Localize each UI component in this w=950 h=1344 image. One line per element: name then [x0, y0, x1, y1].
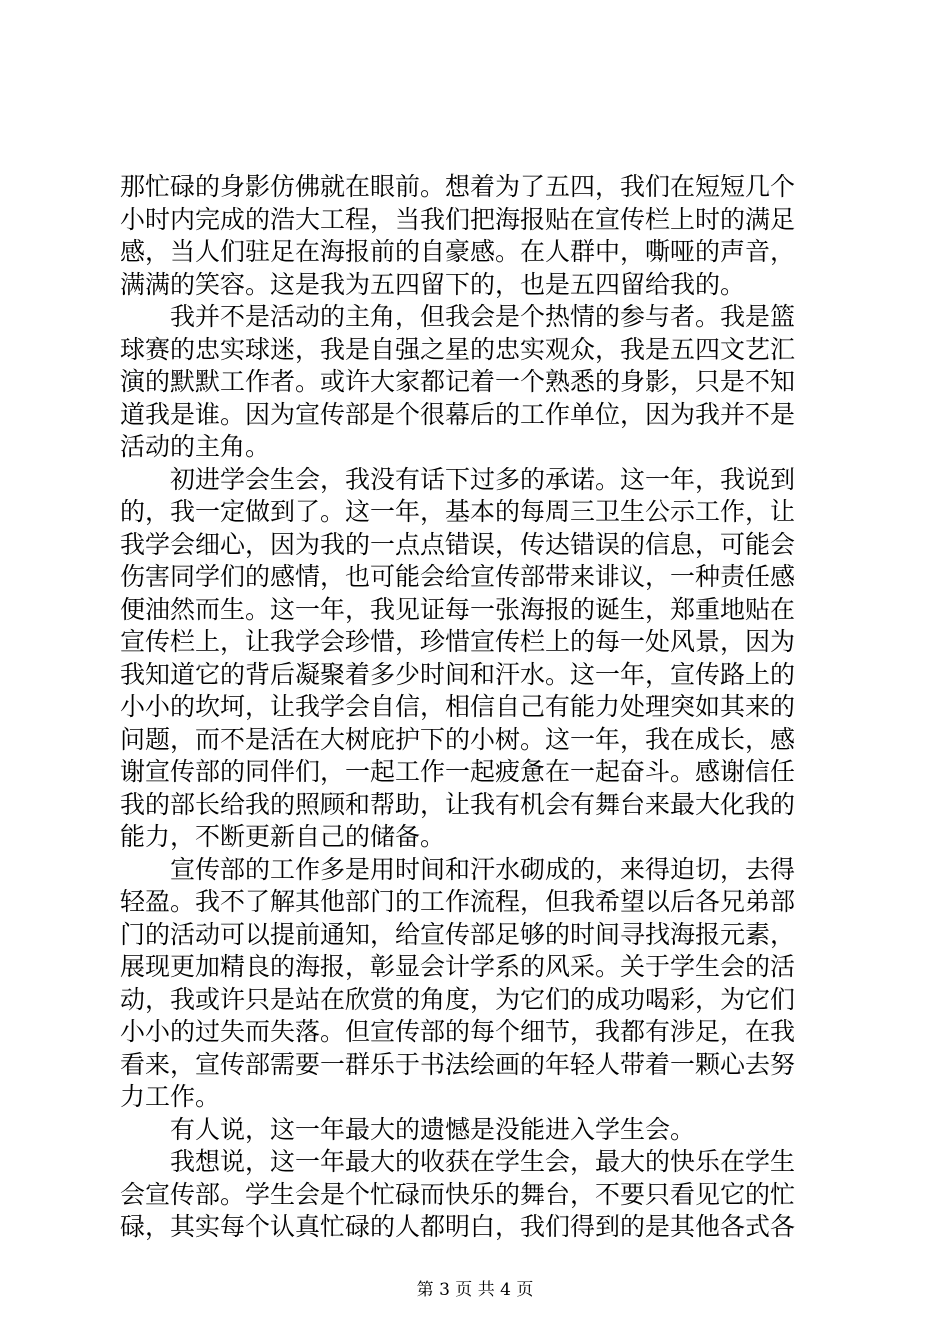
- text-line: 谢宣传部的同伴们，一起工作一起疲惫在一起奋斗。感谢信任: [120, 757, 796, 786]
- text-line: 轻盈。我不了解其他部门的工作流程，但我希望以后各兄弟部: [120, 887, 796, 916]
- text-line: 宣传栏上，让我学会珍惜，珍惜宣传栏上的每一处风景，因为: [120, 627, 796, 656]
- text-line: 力工作。: [120, 1082, 221, 1111]
- text-line: 感，当人们驻足在海报前的自豪感。在人群中，嘶哑的声音，: [120, 237, 796, 266]
- text-line: 问题，而不是活在大树庇护下的小树。这一年，我在成长，感: [120, 724, 796, 754]
- document-body: [120, 171, 830, 1244]
- text-line: 伤害同学们的感情，也可能会给宣传部带来诽议，一种责任感: [120, 562, 796, 591]
- text-line: 宣传部的工作多是用时间和汗水砌成的，来得迫切，去得: [170, 854, 796, 884]
- text-line: 我想说，这一年最大的收获在学生会，最大的快乐在学生: [170, 1147, 796, 1176]
- text-line: 我学会细心，因为我的一点点错误，传达错误的信息，可能会: [120, 529, 796, 559]
- text-line: 演的默默工作者。或许大家都记着一个熟悉的身影，只是不知: [120, 367, 796, 396]
- text-line: 看来，宣传部需要一群乐于书法绘画的年轻人带着一颗心去努: [120, 1049, 796, 1079]
- text-line: 动，我或许只是站在欣赏的角度，为它们的成功喝彩，为它们: [120, 984, 796, 1014]
- text-line: 碌，其实每个认真忙碌的人都明白，我们得到的是其他各式各: [120, 1212, 796, 1241]
- text-line: 球赛的忠实球迷，我是自强之星的忠实观众，我是五四文艺汇: [120, 334, 796, 364]
- text-line: 展现更加精良的海报，彰显会计学系的风采。关于学生会的活: [120, 952, 796, 981]
- text-line: 会宣传部。学生会是个忙碌而快乐的舞台，不要只看见它的忙: [120, 1179, 796, 1209]
- text-line: 小小的过失而失落。但宣传部的每个细节，我都有涉足，在我: [120, 1017, 796, 1046]
- text-line: 便油然而生。这一年，我见证每一张海报的诞生，郑重地贴在: [120, 594, 796, 624]
- text-line: 活动的主角。: [120, 432, 271, 461]
- page-number-footer: 第 3 页 共 4 页: [416, 1280, 534, 1300]
- text-line: 我知道它的背后凝聚着多少时间和汗水。这一年，宣传路上的: [120, 659, 796, 689]
- text-line: 门的活动可以提前通知，给宣传部足够的时间寻找海报元素，: [120, 919, 796, 949]
- text-line: 小小的坎坷，让我学会自信，相信自己有能力处理突如其来的: [120, 692, 796, 721]
- text-line: 满满的笑容。这是我为五四留下的，也是五四留给我的。: [120, 269, 746, 299]
- text-line: 那忙碌的身影仿佛就在眼前。想着为了五四，我们在短短几个: [120, 172, 796, 201]
- text-line: 道我是谁。因为宣传部是个很幕后的工作单位，因为我并不是: [120, 399, 796, 429]
- text-line: 初进学会生会，我没有话下过多的承诺。这一年，我说到: [170, 464, 796, 494]
- text-line: 我的部长给我的照顾和帮助，让我有机会有舞台来最大化我的: [120, 789, 796, 819]
- text-line: 的，我一定做到了。这一年，基本的每周三卫生公示工作，让: [120, 497, 796, 526]
- text-line: 有人说，这一年最大的遗憾是没能进入学生会。: [170, 1114, 696, 1144]
- text-line: 能力，不断更新自己的储备。: [120, 822, 446, 851]
- text-line: 我并不是活动的主角，但我会是个热情的参与者。我是篮: [170, 302, 796, 331]
- text-line: 小时内完成的浩大工程，当我们把海报贴在宣传栏上时的满足: [120, 204, 796, 234]
